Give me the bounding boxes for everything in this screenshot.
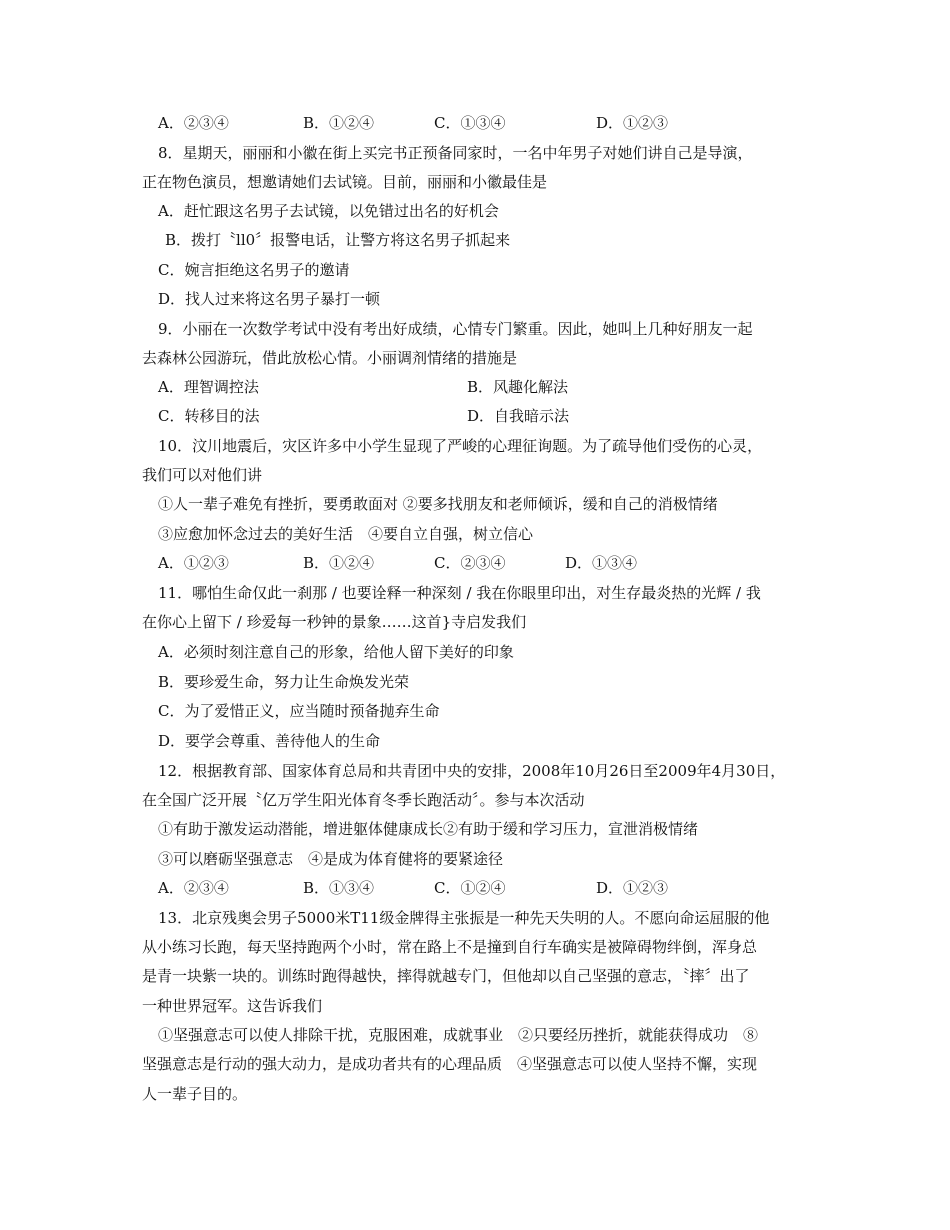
q11-option-c: C．为了爱惜正义，应当随时预备抛弃生命 (158, 702, 440, 720)
q8-option-d: D．找人过来将这名男子暴打一顿 (158, 290, 381, 308)
q10-items-line1: ①人一辈子难免有挫折，要勇敢面对 ②要多找朋友和老师倾诉，缓和自己的消极情绪 (158, 495, 718, 513)
q12-stem-line1: 12．根据教育部、国家体育总局和共青团中央的安排，2008年10月26日至2009年4月30日， (158, 762, 786, 780)
q11-stem-line1: 11．哪怕生命仅此一刹那 / 也要诠释一种深刻 / 我在你眼里印出，对生存最炎热的光辉 / 我 (158, 584, 761, 602)
q8-option-c: C．婉言拒绝这名男子的邀请 (158, 261, 350, 279)
q8-stem-line1: 8．星期天，丽丽和小徽在街上买完书正预备同家时，一名中年男子对她们讲自己是导演， (158, 144, 753, 162)
q13-stem-line2: 从小练习长跑，每天坚持跑两个小时，常在路上不是撞到自行车确实是被障碍物绊倒，浑身总 (142, 938, 758, 956)
q12-items-line2: ③可以磨砺坚强意志 ④是成为体育健将的要紧途径 (158, 850, 504, 868)
q7-option-a: A．②③④ (158, 114, 229, 132)
q12-stem-line2: 在全国广泛开展〝亿万学生阳光体育冬季长跑活动〞。参与本次活动 (142, 791, 585, 809)
q13-items-line2: 坚强意志是行动的强大动力，是成功者共有的心理品质 ④坚强意志可以使人坚持不懈，实现 (142, 1055, 758, 1073)
q10-option-a: A．①②③ (158, 554, 229, 572)
q10-option-c: C．②③④ (434, 554, 506, 572)
q13-items-line3: 人一辈子目的。 (142, 1085, 248, 1103)
q7-option-d: D．①②③ (596, 114, 669, 132)
q8-stem-line2: 正在物色演员，想邀请她们去试镜。目前，丽丽和小徽最佳是 (142, 173, 548, 191)
q10-option-b: B．①②④ (303, 554, 375, 572)
q9-option-c: C．转移目的法 (158, 407, 260, 425)
q11-option-b: B．要珍爱生命，努力让生命焕发光荣 (158, 673, 410, 691)
q10-stem-line1: 10．汶川地震后，灾区许多中小学生显现了严峻的心理征询题。为了疏导他们受伤的心灵， (158, 437, 763, 455)
q10-stem-line2: 我们可以对他们讲 (142, 466, 263, 484)
q12-option-c: C．①②④ (434, 879, 506, 897)
q11-option-a: A．必须时刻注意自己的形象，给他人留下美好的印象 (158, 643, 514, 661)
q8-option-a: A．赶忙跟这名男子去试镜，以免错过出名的好机会 (158, 202, 499, 220)
q13-items-line1: ①坚强意志可以使人排除干扰，克服困难，成就事业 ②只要经历挫折，就能获得成功 ⑧ (158, 1026, 759, 1044)
q9-stem-line1: 9．小丽在一次数学考试中没有考出好成绩，心情专门繁重。因此，她叫上几种好朋友一起 (158, 320, 753, 338)
q9-option-d: D．自我暗示法 (467, 407, 570, 425)
q7-option-c: C．①③④ (434, 114, 506, 132)
q10-option-d: D．①③④ (565, 554, 638, 572)
q12-option-d: D．①②③ (596, 879, 669, 897)
q13-stem-line4: 一种世界冠军。这告诉我们 (142, 997, 323, 1015)
q9-stem-line2: 去森林公园游玩，借此放松心情。小丽调剂情绪的措施是 (142, 349, 518, 367)
q8-option-b: B．拨打〝ll0〞报警电话，让警方将这名男子抓起来 (165, 231, 511, 249)
q7-option-b: B．①②④ (303, 114, 375, 132)
q11-option-d: D．要学会尊重、善待他人的生命 (158, 732, 381, 750)
q12-items-line1: ①有助于激发运动潜能，增进躯体健康成长②有助于缓和学习压力，宣泄消极情绪 (158, 820, 699, 838)
q11-stem-line2: 在你心上留下 / 珍爱每一秒钟的景象……这首}寺启发我们 (142, 613, 527, 631)
q12-option-a: A．②③④ (158, 879, 229, 897)
q10-items-line2: ③应愈加怀念过去的美好生活 ④要自立自强，树立信心 (158, 525, 534, 543)
q9-option-a: A．理智调控法 (158, 378, 259, 396)
q13-stem-line1: 13．北京残奥会男子5000米T11级金牌得主张振是一种先天失明的人。不愿向命运屈服的他 (158, 909, 770, 927)
q12-option-b: B．①③④ (303, 879, 375, 897)
q9-option-b: B．风趣化解法 (467, 378, 569, 396)
q13-stem-line3: 是青一块紫一块的。训练时跑得越快，摔得就越专门，但他却以自己坚强的意志，〝摔〞出了 (142, 967, 750, 985)
